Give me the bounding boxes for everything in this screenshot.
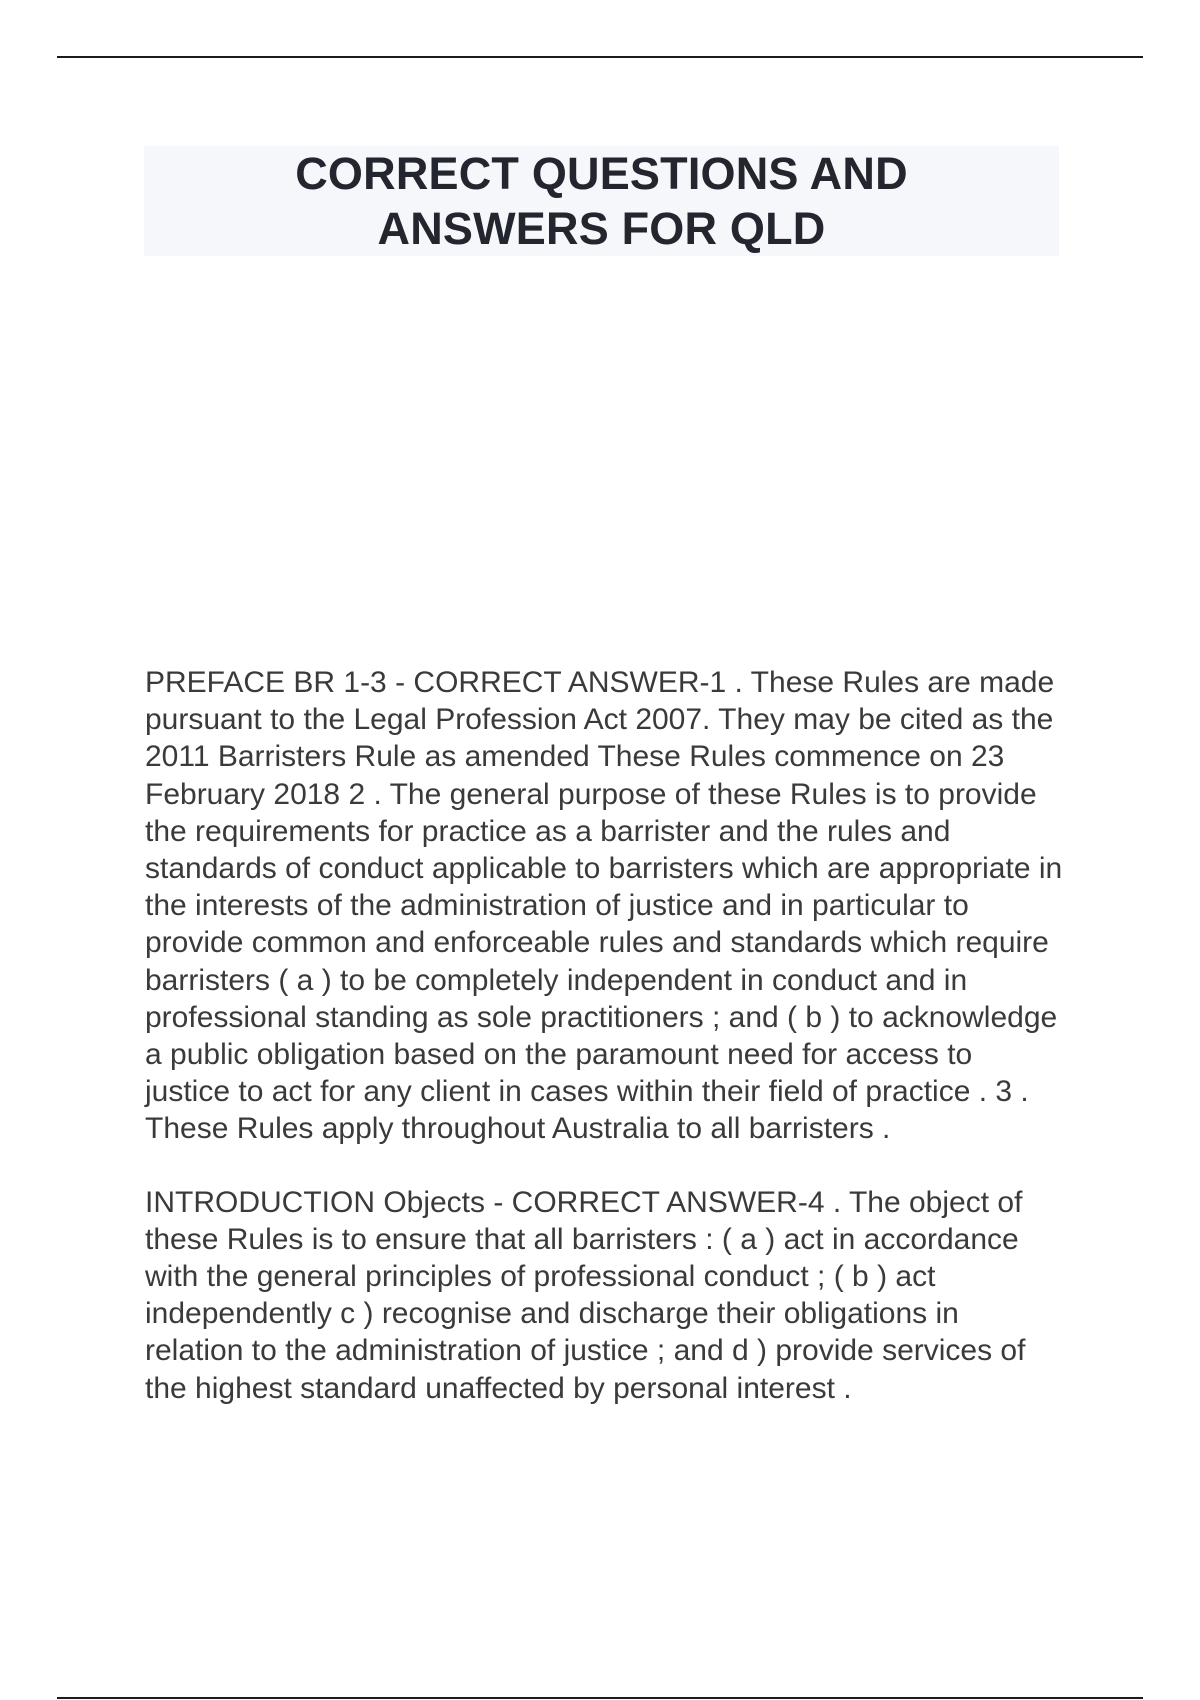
document-title (295, 146, 908, 256)
title-line-1: CORRECT QUESTIONS AND (295, 148, 908, 199)
title-banner (144, 146, 1059, 256)
paragraph-preface: PREFACE BR 1-3 - CORRECT ANSWER-1 . These Rules are made pursuant to the Legal Profession Act 2007. They may be cited as the 2011 Barristers Rule as amended These Rules commence on 23 February 2018 2 . The general purpose of these Rules is to provide the requirements for practice as a barrister and the rules and standards of conduct applicable to barristers which are appropriate in the interests of the administration of justice and in particular to provide common and enforceable rules and standards which require barristers ( a ) to be completely independent in conduct and in professional standing as sole practitioners ; and ( b ) to acknowledge a public obligation based on the paramount need for access to justice to act for any client in cases within their field of practice . 3 . These Rules apply throughout Australia to all barristers . (145, 666, 1063, 1146)
title-line-2: ANSWERS FOR QLD (377, 203, 826, 254)
paragraph-introduction: INTRODUCTION Objects - CORRECT ANSWER-4 . The object of these Rules is to ensure that all barristers : ( a ) act in accordance with the general principles of professional conduct ; ( b ) act independently c ) recognise and discharge their obligations in relation to the administration of justice ; and d ) provide services of the highest standard unaffected by personal interest . (145, 1185, 1026, 1405)
top-divider (57, 56, 1143, 58)
document-body (145, 664, 1063, 1443)
bottom-divider (57, 1697, 1143, 1699)
